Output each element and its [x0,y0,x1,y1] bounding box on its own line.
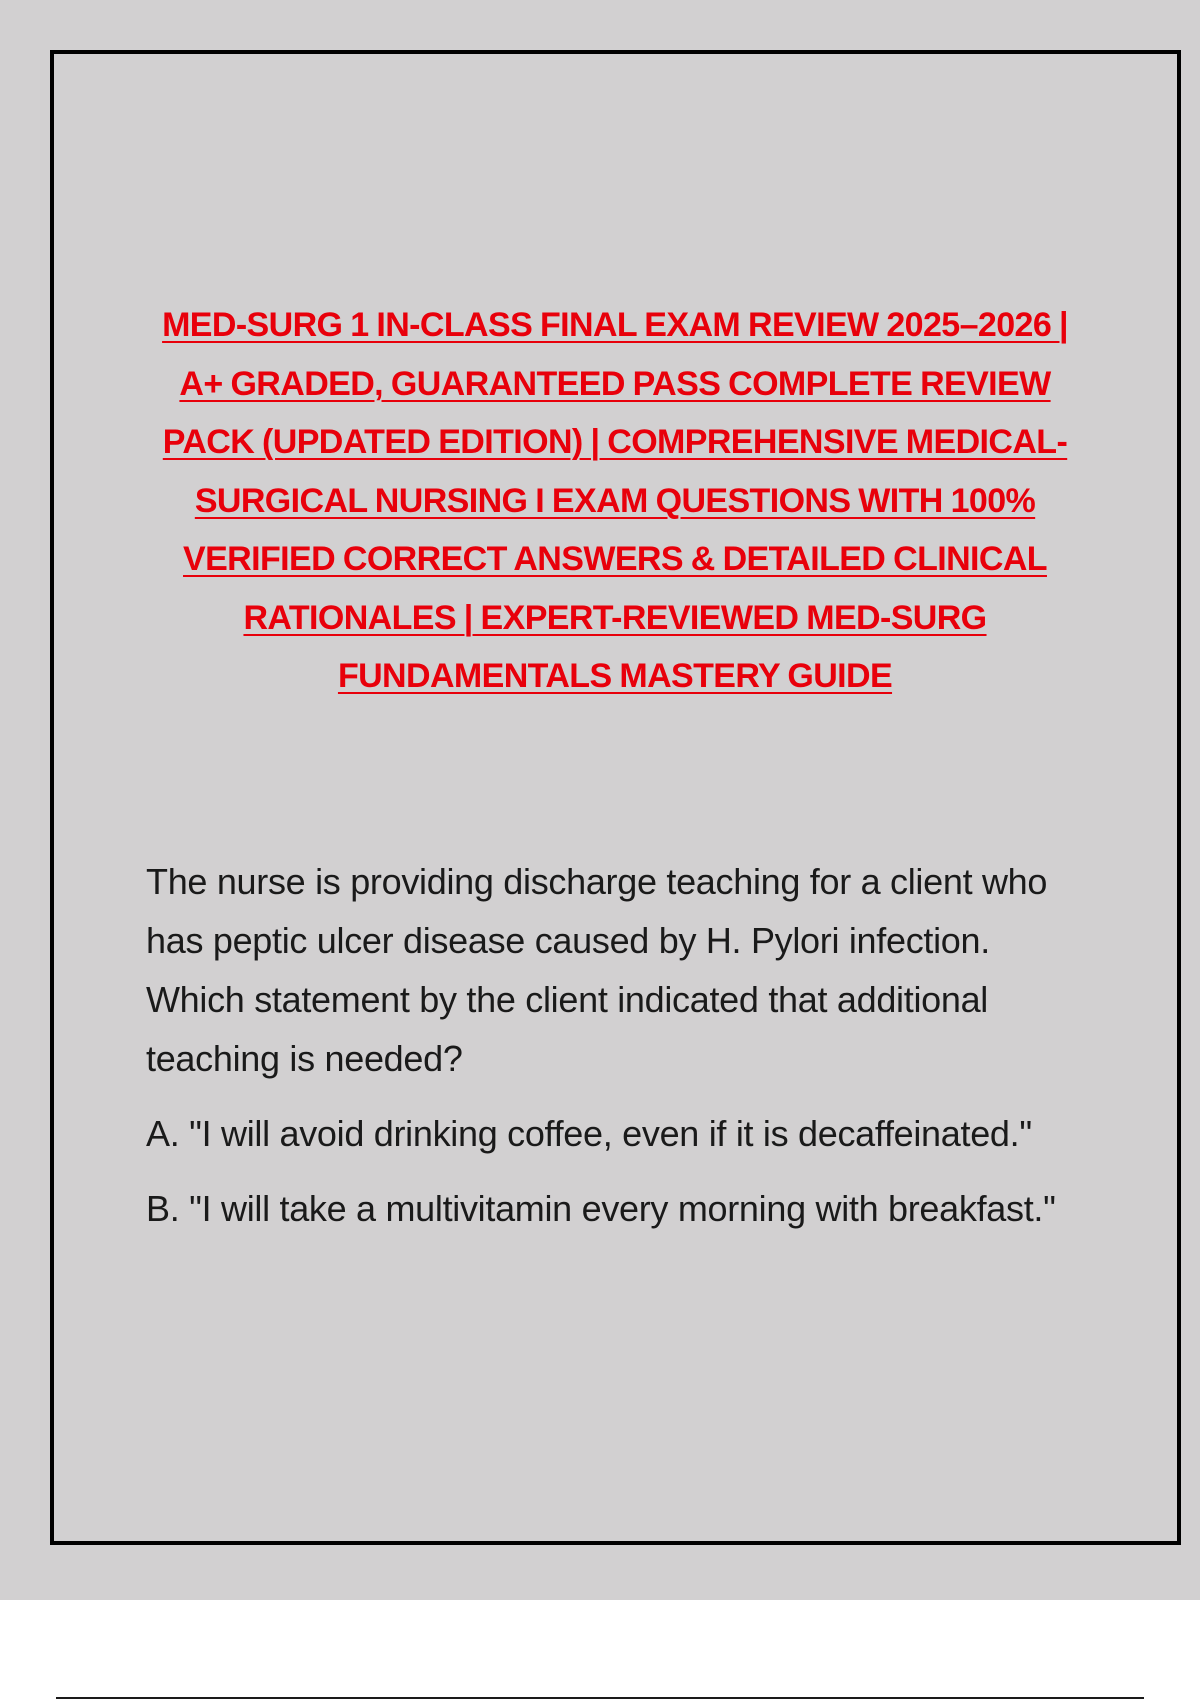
page-border-frame [50,50,1181,1545]
document-title: MED-SURG 1 IN-CLASS FINAL EXAM REVIEW 2025–2026 | A+ GRADED, GUARANTEED PASS COMPLETE REVIEW PACK (UPDATED EDITION) | COMPREHENSIVE MEDICAL-SURGICAL NURSING I EXAM QUESTIONS WITH 100% VERIFIED CORRECT ANSWERS & DETAILED CLINICAL RATIONALES | EXPERT-REVIEWED MED-SURG FUNDAMENTALS MASTERY GUIDE [162,306,1068,695]
question-text: The nurse is providing discharge teaching for a client who has peptic ulcer disease caused by H. Pylori infection. Which statement by the client indicated that additional teaching is needed? [146,861,1048,1079]
answer-option-b: B. "I will take a multivitamin every morning with breakfast." [146,1188,1056,1229]
answer-option-a: A. "I will avoid drinking coffee, even if it is decaffeinated." [146,1113,1032,1154]
question-block [146,852,1086,1254]
footer-divider [56,1697,1144,1699]
